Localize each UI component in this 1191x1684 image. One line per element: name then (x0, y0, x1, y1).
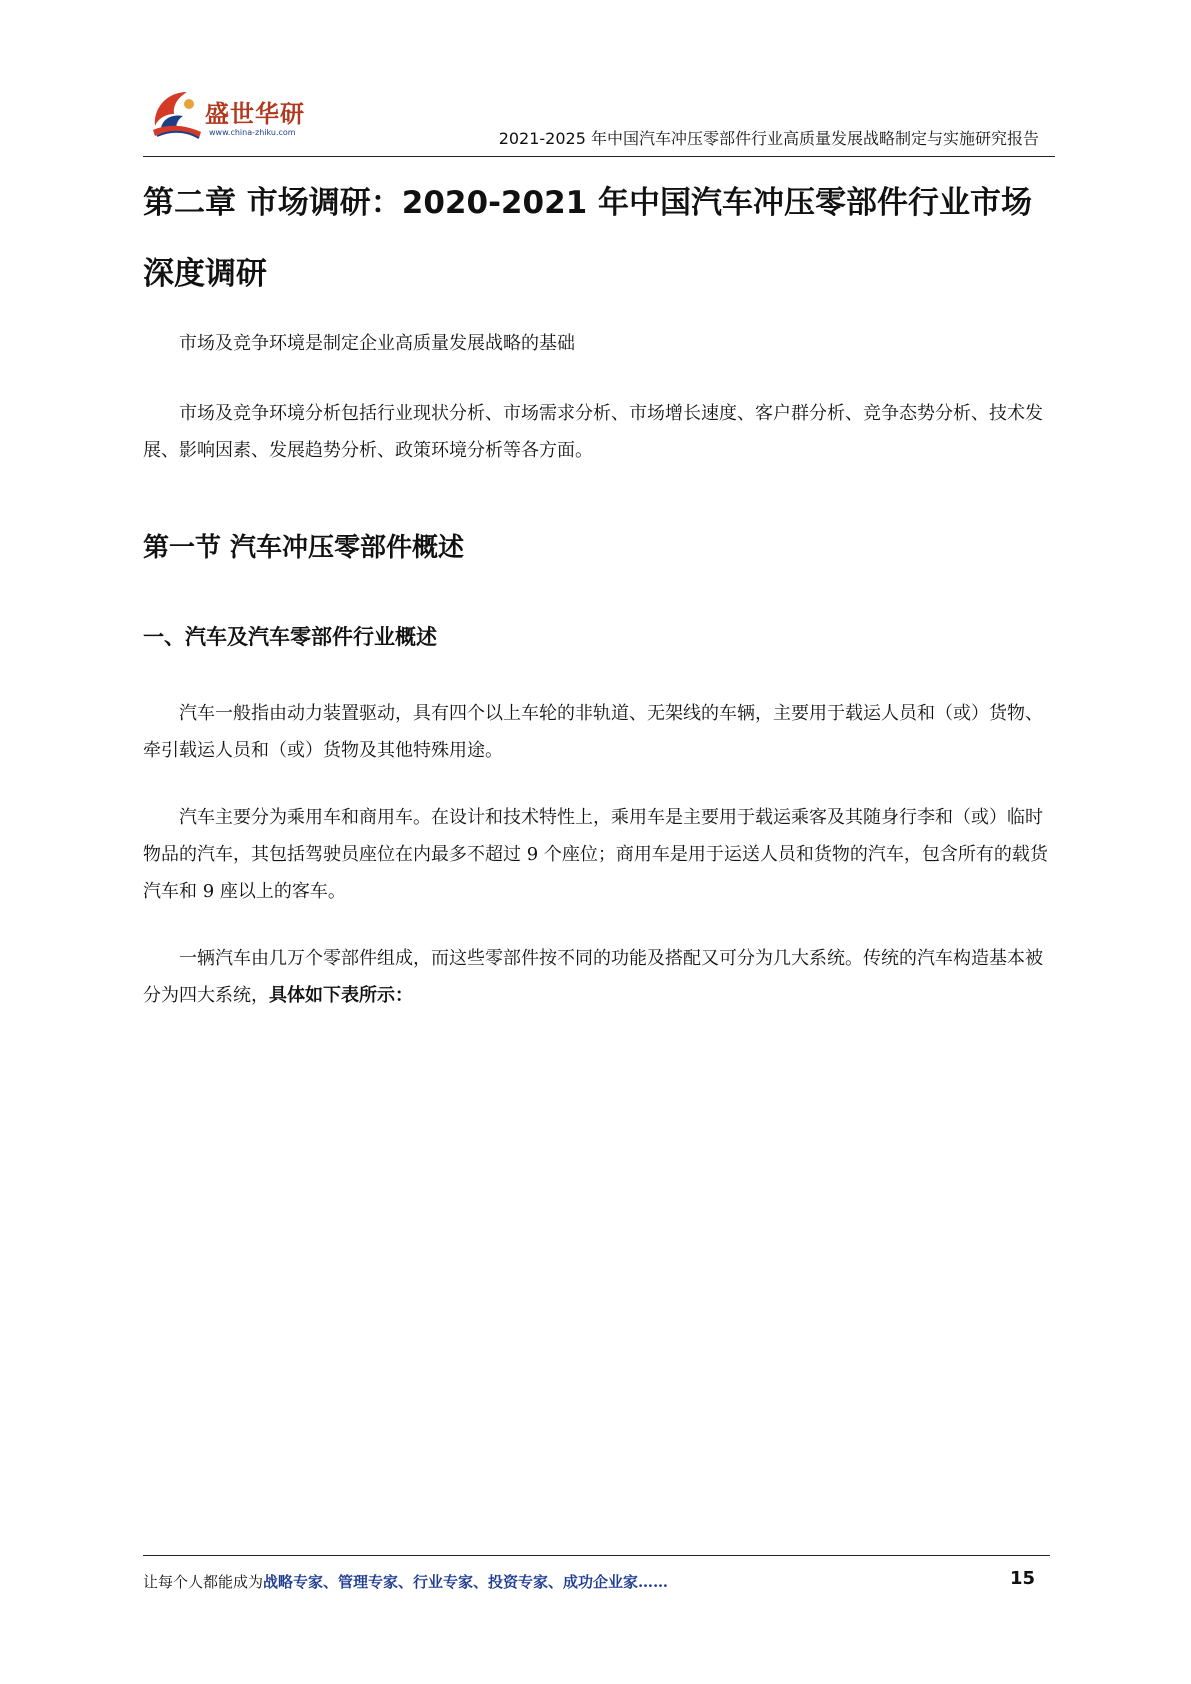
chapter-title-line1: 第二章 市场调研：2020-2021 年中国汽车冲压零部件行业市场 (143, 185, 1033, 221)
page-header (143, 80, 1055, 158)
chapter-title-line2: 深度调研 (143, 256, 267, 292)
body-paragraph-3-text: 一辆汽车由几万个零部件组成，而这些零部件按不同的功能及搭配又可分为几大系统。传统的汽车构造基本被分为四大系统， (143, 948, 1043, 1006)
intro-paragraph-2: 市场及竞争环境分析包括行业现状分析、市场需求分析、市场增长速度、客户群分析、竞争态势分析、技术发展、影响因素、发展趋势分析、政策环境分析等各方面。 (143, 403, 1043, 461)
company-logo (143, 84, 313, 144)
subsection-title: 一、汽车及汽车零部件行业概述 (143, 625, 437, 649)
footer-divider (143, 1555, 1050, 1556)
footer-slogan (143, 1571, 668, 1592)
report-title: 2021-2025 年中国汽车冲压零部件行业高质量发展战略制定与实施研究报告 (498, 129, 1039, 148)
body-paragraph-3-bold: 具体如下表所示： (269, 985, 413, 1006)
chapter-title (143, 168, 1048, 310)
logo-emblem-icon (143, 84, 209, 144)
body-paragraph-2: 汽车主要分为乘用车和商用车。在设计和技术特性上，乘用车是主要用于载运乘客及其随身行李和（或）临时物品的汽车，其包括驾驶员座位在内最多不超过 9 个座位；商用车是用于运送人员和货物的汽车，包含所有的载货汽车和 9 座以上的客车。 (143, 807, 1048, 902)
logo-brand-text: 盛世华研 (205, 100, 305, 128)
logo-url-text: www.china-zhiku.com (209, 128, 296, 137)
body-paragraph-3 (143, 940, 1048, 1014)
body-paragraph-1: 汽车一般指由动力装置驱动，具有四个以上车轮的非轨道、无架线的车辆，主要用于载运人员和（或）货物、牵引载运人员和（或）货物及其他特殊用途。 (143, 703, 1043, 761)
footer-slogan-prefix: 让每个人都能成为 (143, 1573, 264, 1591)
intro-paragraph-1: 市场及竞争环境是制定企业高质量发展战略的基础 (179, 333, 575, 354)
header-divider (143, 156, 1055, 157)
section-title: 第一节 汽车冲压零部件概述 (143, 533, 465, 563)
footer-slogan-highlight: 战略专家、管理专家、行业专家、投资专家、成功企业家…… (263, 1573, 669, 1591)
page-number: 15 (1010, 1568, 1036, 1589)
